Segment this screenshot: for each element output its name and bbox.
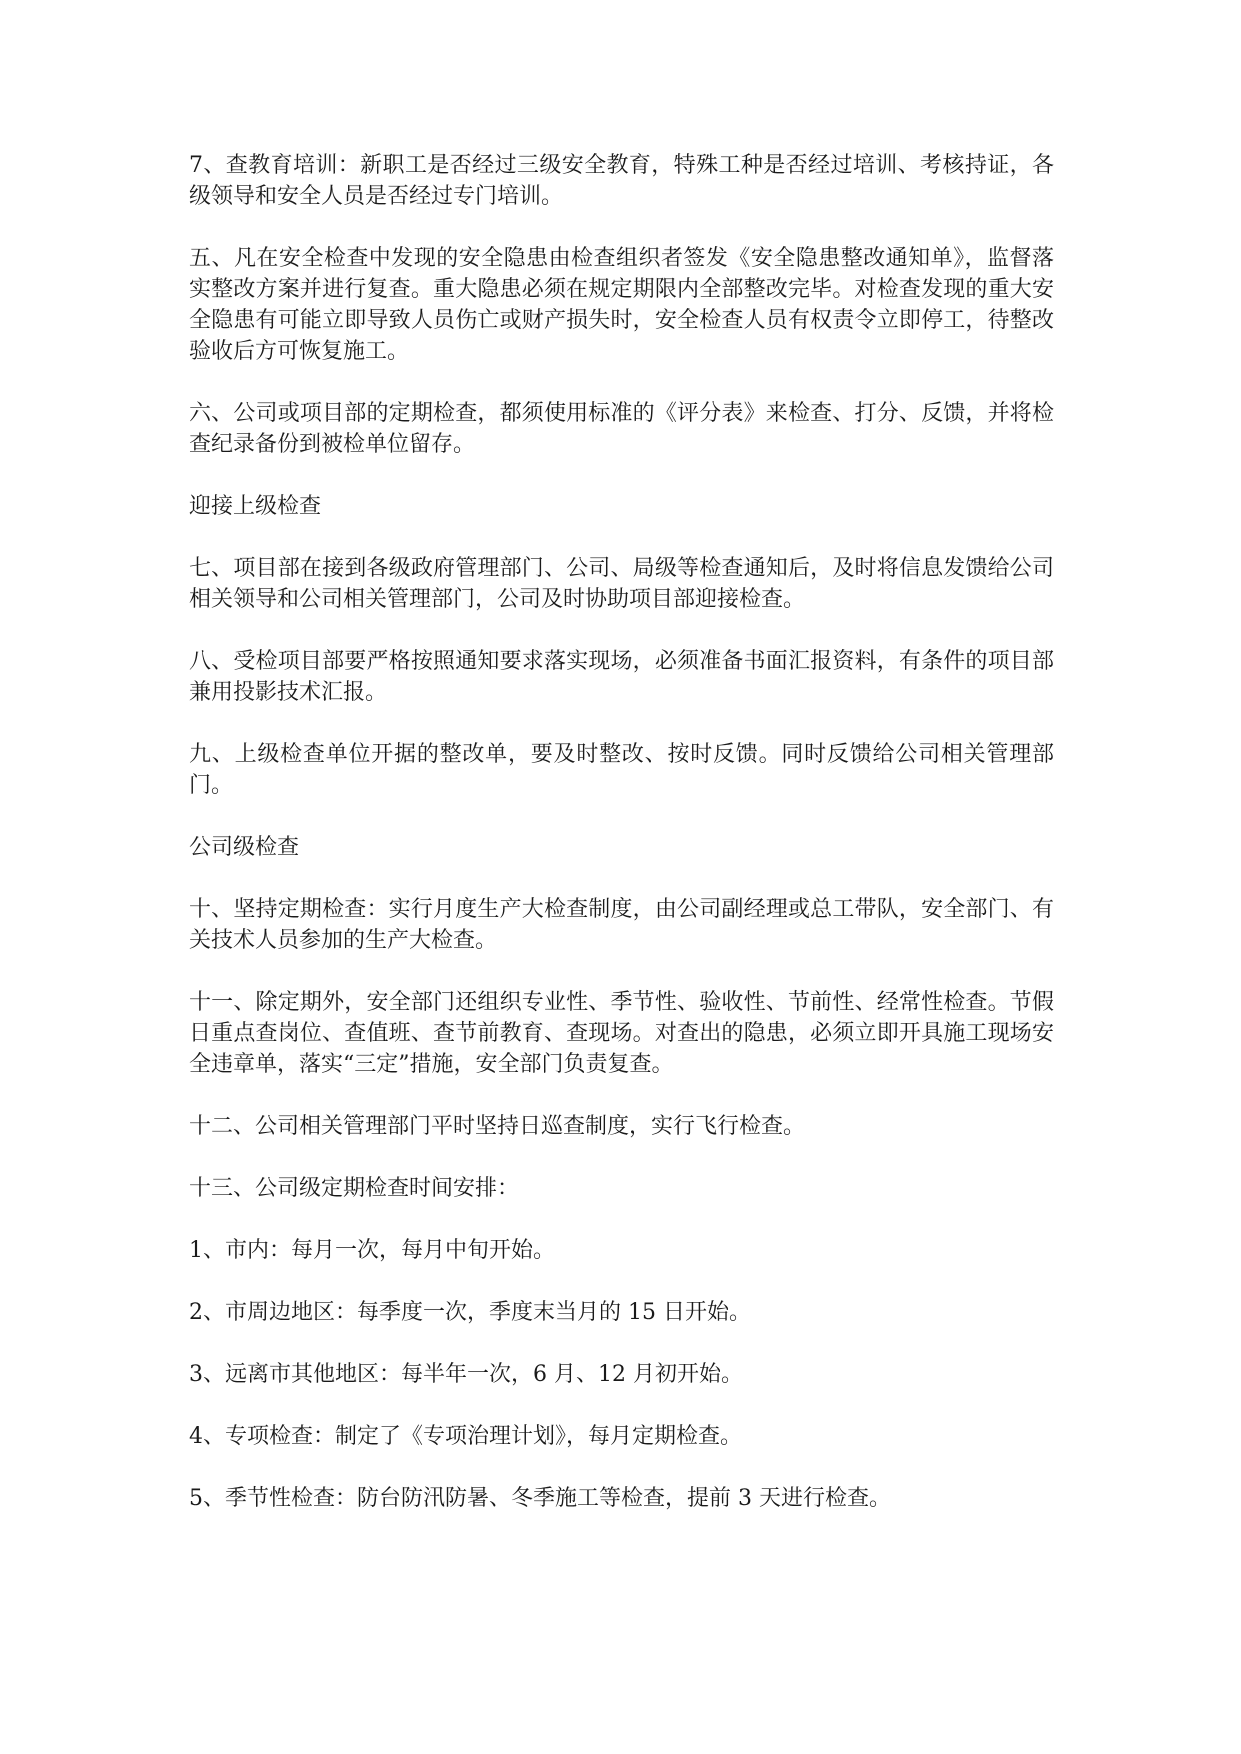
schedule-item-remote: 3、远离市其他地区：每半年一次，6 月、12 月初开始。 [189,1362,743,1387]
schedule-item-surrounding: 2、市周边地区：每季度一次，季度末当月的 15 日开始。 [189,1300,751,1325]
schedule-item-city: 1、市内：每月一次，每月中旬开始。 [189,1238,555,1263]
paragraph-item-6: 六、公司或项目部的定期检查，都须使用标准的《评分表》来检查、打分、反馈，并将检查纪录备份到被检单位留存。 [189,401,1054,457]
document-body [189,150,1054,1545]
paragraph-item-7: 七、项目部在接到各级政府管理部门、公司、局级等检查通知后，及时将信息发馈给公司相关领导和公司相关管理部门，公司及时协助项目部迎接检查。 [189,556,1054,612]
paragraph-item-8: 八、受检项目部要严格按照通知要求落实现场，必须准备书面汇报资料，有条件的项目部兼用投影技术汇报。 [189,649,1054,705]
paragraph-item-9: 九、上级检查单位开据的整改单，要及时整改、按时反馈。同时反馈给公司相关管理部门。 [189,742,1054,798]
paragraph-item-13: 十三、公司级定期检查时间安排： [189,1176,520,1201]
paragraph-item-11: 十一、除定期外，安全部门还组织专业性、季节性、验收性、节前性、经常性检查。节假日重点查岗位、查值班、查节前教育、查现场。对查出的隐患，必须立即开具施工现场安全违章单，落实“三定”措施，安全部门负责复查。 [189,990,1054,1077]
schedule-item-special: 4、专项检查：制定了《专项治理计划》，每月定期检查。 [189,1424,742,1449]
section-heading-company-inspection: 公司级检查 [189,835,300,860]
paragraph-education-training: 7、查教育培训：新职工是否经过三级安全教育，特殊工种是否经过培训、考核持证，各级领导和安全人员是否经过专门培训。 [189,153,1054,209]
paragraph-item-10: 十、坚持定期检查：实行月度生产大检查制度，由公司副经理或总工带队，安全部门、有关技术人员参加的生产大检查。 [189,897,1054,953]
schedule-item-seasonal: 5、季节性检查：防台防汛防暑、冬季施工等检查，提前 3 天进行检查。 [189,1486,891,1511]
paragraph-item-5: 五、凡在安全检查中发现的安全隐患由检查组织者签发《安全隐患整改通知单》，监督落实整改方案并进行复查。重大隐患必须在规定期限内全部整改完毕。对检查发现的重大安全隐患有可能立即导致人员伤亡或财产损失时，安全检查人员有权责令立即停工，待整改验收后方可恢复施工。 [189,246,1054,364]
section-heading-superior-inspection: 迎接上级检查 [189,494,322,519]
paragraph-item-12: 十二、公司相关管理部门平时坚持日巡查制度，实行飞行检查。 [189,1114,806,1139]
